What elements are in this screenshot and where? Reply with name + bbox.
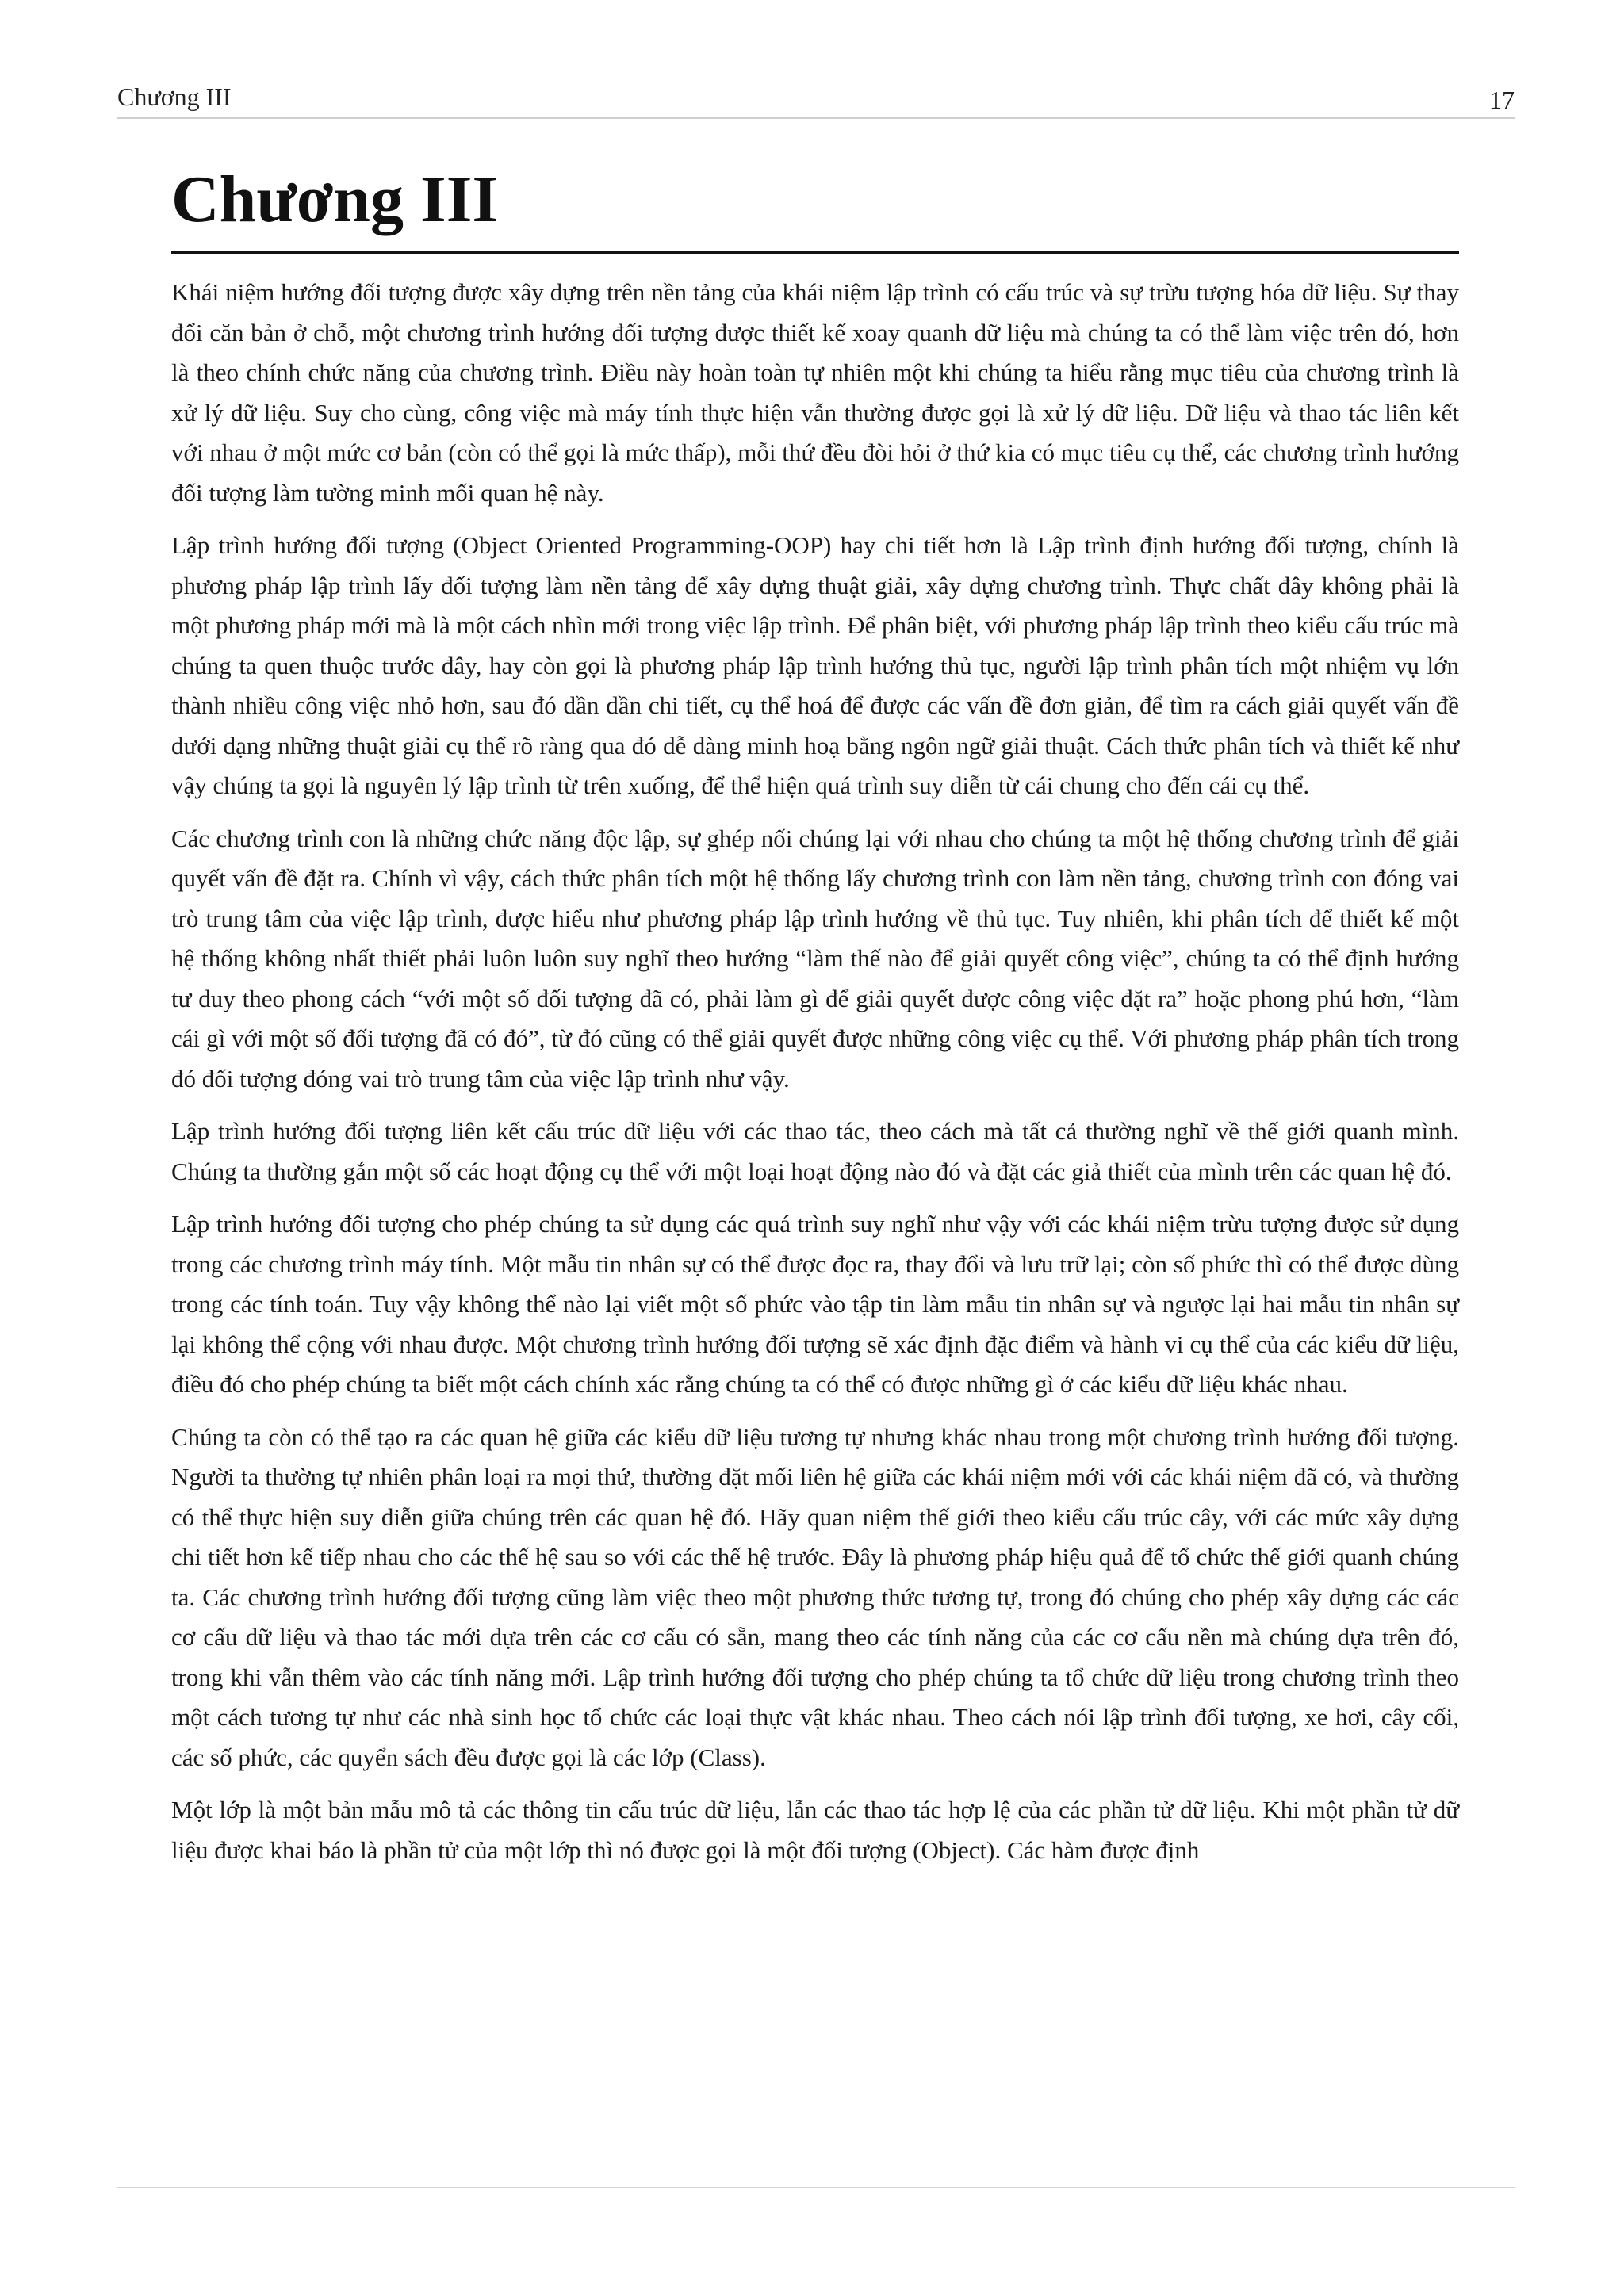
body-text (171, 273, 1459, 1883)
paragraph-1: Khái niệm hướng đối tượng được xây dựng trên nền tảng của khái niệm lập trình có cấu trúc và sự trừu tượng hóa dữ liệu. Sự thay đổi căn bản ở chỗ, một chương trình hướng đối tượng được thiết kế xoay quanh dữ liệu mà chúng ta có thể làm việc trên đó, hơn là theo chính chức năng của chương trình. Điều này hoàn toàn tự nhiên một khi chúng ta hiểu rằng mục tiêu của chương trình là xử lý dữ liệu. Suy cho cùng, công việc mà máy tính thực hiện vẫn thường được gọi là xử lý dữ liệu. Dữ liệu và thao tác liên kết với nhau ở một mức cơ bản (còn có thể gọi là mức thấp), mỗi thứ đều đòi hỏi ở thứ kia có mục tiêu cụ thể, các chương trình hướng đối tượng làm tường minh mối quan hệ này. (171, 278, 1459, 507)
paragraph-2: Lập trình hướng đối tượng (Object Oriented Programming-OOP) hay chi tiết hơn là Lập trình định hướng đối tượng, chính là phương pháp lập trình lấy đối tượng làm nền tảng để xây dựng thuật giải, xây dựng chương trình. Thực chất đây không phải là một phương pháp mới mà là một cách nhìn mới trong việc lập trình. Để phân biệt, với phương pháp lập trình theo kiểu cấu trúc mà chúng ta quen thuộc trước đây, hay còn gọi là phương pháp lập trình hướng thủ tục, người lập trình phân tích một nhiệm vụ lớn thành nhiều công việc nhỏ hơn, sau đó dần dần chi tiết, cụ thể hoá để được các vấn đề đơn giản, để tìm ra cách giải quyết vấn đề dưới dạng những thuật giải cụ thể rõ ràng qua đó dễ dàng minh hoạ bằng ngôn ngữ giải thuật. Cách thức phân tích và thiết kế như vậy chúng ta gọi là nguyên lý lập trình từ trên xuống, để thể hiện quá trình suy diễn từ cái chung cho đến cái cụ thể. (171, 531, 1459, 799)
paragraph-3: Các chương trình con là những chức năng độc lập, sự ghép nối chúng lại với nhau cho chúng ta một hệ thống chương trình để giải quyết vấn đề đặt ra. Chính vì vậy, cách thức phân tích một hệ thống lấy chương trình con làm nền tảng, chương trình con đóng vai trò trung tâm của việc lập trình, được hiểu như phương pháp lập trình hướng về thủ tục. Tuy nhiên, khi phân tích để thiết kế một hệ thống không nhất thiết phải luôn luôn suy nghĩ theo hướng “làm thế nào để giải quyết công việc”, chúng ta có thể định hướng tư duy theo phong cách “với một số đối tượng đã có, phải làm gì để giải quyết được công việc đặt ra” hoặc phong phú hơn, “làm cái gì với một số đối tượng đã có đó”, từ đó cũng có thể giải quyết được những công việc cụ thể. Với phương pháp phân tích trong đó đối tượng đóng vai trò trung tâm của việc lập trình như vậy. (171, 824, 1459, 1093)
paragraph-4: Lập trình hướng đối tượng liên kết cấu trúc dữ liệu với các thao tác, theo cách mà tất cả thường nghĩ về thế giới quanh mình. Chúng ta thường gắn một số các hoạt động cụ thể với một loại hoạt động nào đó và đặt các giả thiết của mình trên các quan hệ đó. (171, 1117, 1459, 1185)
page-header (117, 78, 1515, 119)
page-number: 17 (1489, 86, 1515, 114)
running-head: Chương III (117, 82, 232, 111)
paragraph-7: Một lớp là một bản mẫu mô tả các thông tin cấu trúc dữ liệu, lẫn các thao tác hợp lệ của các phần tử dữ liệu. Khi một phần tử dữ liệu được khai báo là phần tử của một lớp thì nó được gọi là một đối tượng (Object). Các hàm được định (171, 1796, 1459, 1864)
chapter-title: Chương III (171, 159, 1459, 254)
paragraph-5: Lập trình hướng đối tượng cho phép chúng ta sử dụng các quá trình suy nghĩ như vậy với các khái niệm trừu tượng được sử dụng trong các chương trình máy tính. Một mẫu tin nhân sự có thể được đọc ra, thay đổi và lưu trữ lại; còn số phức thì có thể được dùng trong các tính toán. Tuy vậy không thể nào lại viết một số phức vào tập tin làm mẫu tin nhân sự và ngược lại hai mẫu tin nhân sự lại không thể cộng với nhau được. Một chương trình hướng đối tượng sẽ xác định đặc điểm và hành vi cụ thể của các kiểu dữ liệu, điều đó cho phép chúng ta biết một cách chính xác rằng chúng ta có thể có được những gì ở các kiểu dữ liệu khác nhau. (171, 1210, 1459, 1398)
footer-rule (117, 2187, 1515, 2188)
paragraph-6: Chúng ta còn có thể tạo ra các quan hệ giữa các kiểu dữ liệu tương tự nhưng khác nhau trong một chương trình hướng đối tượng. Người ta thường tự nhiên phân loại ra mọi thứ, thường đặt mối liên hệ giữa các khái niệm mới với các khái niệm đã có, và thường có thể thực hiện suy diễn giữa chúng trên các quan hệ đó. Hãy quan niệm thế giới theo kiểu cấu trúc cây, với các mức xây dựng chi tiết hơn kế tiếp nhau cho các thế hệ sau so với các thế hệ trước. Đây là phương pháp hiệu quả để tổ chức thế giới quanh chúng ta. Các chương trình hướng đối tượng cũng làm việc theo một phương thức tương tự, trong đó chúng cho phép xây dựng các các cơ cấu dữ liệu và thao tác mới dựa trên các cơ cấu có sẵn, mang theo các tính năng của các cơ cấu nền mà chúng dựa trên đó, trong khi vẫn thêm vào các tính năng mới. Lập trình hướng đối tượng cho phép chúng ta tổ chức dữ liệu trong chương trình theo một cách tương tự như các nhà sinh học tổ chức các loại thực vật khác nhau. Theo cách nói lập trình đối tượng, xe hơi, cây cối, các số phức, các quyển sách đều được gọi là các lớp (Class). (171, 1422, 1459, 1771)
